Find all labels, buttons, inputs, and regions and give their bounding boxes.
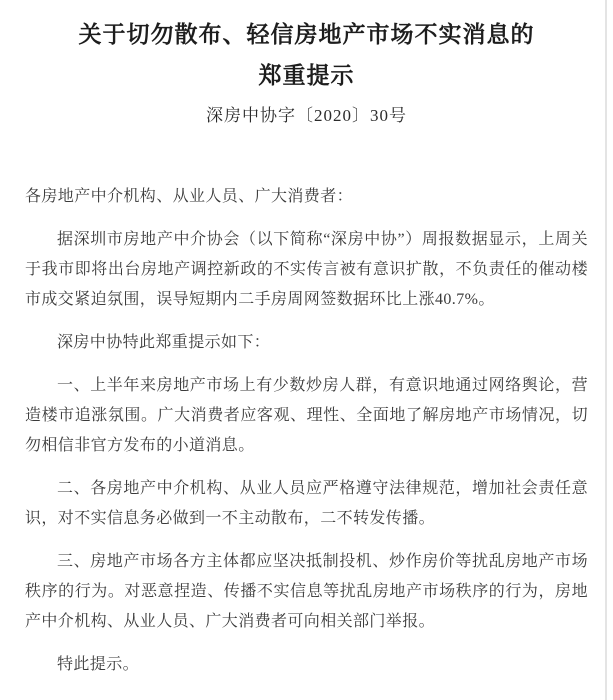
closing-line: 特此提示。 <box>57 656 140 673</box>
document-number: 深房中协字〔2020〕30号 <box>206 106 407 125</box>
page-title <box>25 14 588 96</box>
page-right-edge-divider <box>605 0 607 700</box>
paragraph-item-1: 一、上半年来房地产市场上有少数炒房人群，有意识地通过网络舆论，营造楼市追涨氛围。广大消费者应客观、理性、全面地了解房地产市场情况，切勿相信非官方发布的小道消息。 <box>25 377 588 454</box>
page-title-line-1: 关于切勿散布、轻信房地产市场不实消息的 <box>78 21 535 47</box>
salutation: 各房地产中介机构、从业人员、广大消费者： <box>25 188 354 205</box>
notice-body <box>25 182 588 680</box>
paragraph-intro: 据深圳市房地产中介协会（以下简称“深房中协”）周报数据显示，上周关于我市即将出台房地产调控新政的不实传言被有意识扩散，不负责任的催动楼市成交紧迫氛围，误导短期内二手房周网签数据环比上涨40.7%。 <box>25 231 588 308</box>
paragraph-item-3: 三、房地产市场各方主体都应坚决抵制投机、炒作房价等扰乱房地产市场秩序的行为。对恶意捏造、传播不实信息等扰乱房地产市场秩序的行为，房地产中介机构、从业人员、广大消费者可向相关部门举报。 <box>25 553 588 630</box>
page-title-line-2: 郑重提示 <box>258 62 355 88</box>
paragraph-lead-in: 深房中协特此郑重提示如下： <box>57 334 271 351</box>
paragraph-item-2: 二、各房地产中介机构、从业人员应严格遵守法律规范，增加社会责任意识，对不实信息务必做到一不主动散布，二不转发传播。 <box>25 480 588 527</box>
